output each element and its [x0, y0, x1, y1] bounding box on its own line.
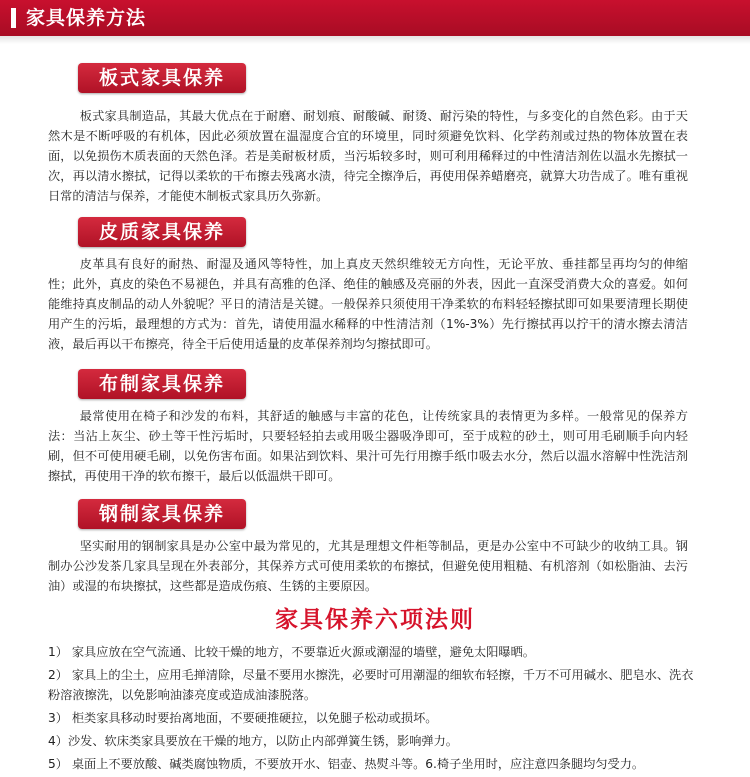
section-body-leather: 皮革具有良好的耐热、耐湿及通风等特性，加上真皮天然织维较无方向性，无论平放、垂挂都呈再均匀的伸缩性；此外，真皮的染色不易褪色，并具有高雅的色泽、绝佳的触感及亮丽的外表，因此一直深受消费大众的喜爱。如何能维持真皮制品的动人外貌呢？平日的清洁是关键。一般保养只须使用干净柔软的布料轻轻擦拭即可如果要清理长期使用产生的污垢，最理想的方式为：首先，请使用温水稀释的中性清洁剂（1%-3%）先行擦拭再以拧干的清水擦去清洁液，最后再以干布擦亮，待全干后使用适量的皮革保养剂均匀擦拭即可。 [48, 257, 688, 351]
rule-item: 2） 家具上的尘土，应用毛掸清除，尽量不要用水擦洗，必要时可用潮湿的细软布轻擦，千万不可用碱水、肥皂水、洗衣粉溶液擦洗，以免影响油漆亮度或造成油漆脱落。 [48, 668, 694, 702]
rule-item: 3） 柜类家具移动时要抬离地面，不要硬推硬拉，以免腿子松动或损坏。 [48, 711, 438, 725]
header-shadow [0, 36, 750, 44]
section-title-fabric: 布制家具保养 [78, 369, 246, 399]
section-body-fabric: 最常使用在椅子和沙发的布料，其舒适的触感与丰富的花色，让传统家具的表情更为多样。一般常见的保养方法：当沾上灰尘、砂土等干性污垢时，只要轻轻拍去或用吸尘器吸净即可，至于成粒的砂土，则可用毛刷顺手向内轻刷，但不可使用硬毛刷，以免伤害布面。如果沾到饮料、果汁可先行用擦手纸巾吸去水分，然后以温水溶解中性洗洁剂擦拭，再使用干净的软布擦干，最后以低温烘干即可。 [48, 409, 688, 483]
section-title-panel: 板式家具保养 [78, 63, 246, 93]
section-title-steel: 钢制家具保养 [78, 499, 246, 529]
page-title: 家具保养方法 [26, 7, 147, 29]
section-title-leather: 皮质家具保养 [78, 217, 246, 247]
page-header [0, 0, 750, 36]
rules-list [48, 642, 698, 777]
section-body-panel: 板式家具制造品，其最大优点在于耐磨、耐划痕、耐酸碱、耐烫、耐污染的特性，与多变化的自然色彩。由于天然木是不断呼吸的有机体，因此必须放置在温湿度合宜的环境里，同时须避免饮料、化学药剂或过热的物体放置在表面，以免损伤木质表面的天然色泽。若是美耐板材质，当污垢较多时，则可利用稀释过的中性清洁剂佐以温水先擦拭一次，再以清水擦拭，记得以柔软的干布擦去残离水渍，待完全擦净后，再使用保养蜡磨亮，就算大功告成了。唯有重视日常的清洁与保养，才能使木制板式家具历久弥新。 [48, 109, 688, 203]
header-accent-bar [11, 8, 16, 28]
rule-item: 1） 家具应放在空气流通、比较干燥的地方，不要靠近火源或潮湿的墙壁，避免太阳曝晒。 [48, 645, 535, 659]
section-body-steel: 坚实耐用的钢制家具是办公室中最为常见的，尤其是理想文件柜等制品，更是办公室中不可缺少的收纳工具。钢制办公沙发茶几家具呈现在外表部分，其保养方式可使用柔软的布擦拭，但避免使用粗糙、有机溶剂（如松脂油、去污油）或湿的布块擦拭，这些都是造成伤痕、生锈的主要原因。 [48, 539, 688, 593]
rule-item: 4）沙发、软床类家具要放在干燥的地方，以防止内部弹簧生锈，影响弹力。 [48, 734, 458, 748]
rules-title: 家具保养六项法则 [275, 607, 475, 633]
rule-item: 5） 桌面上不要放酸、碱类腐蚀物质，不要放开水、铝壶、热熨斗等。6.椅子坐用时，应注意四条腿均匀受力。 [48, 757, 645, 771]
